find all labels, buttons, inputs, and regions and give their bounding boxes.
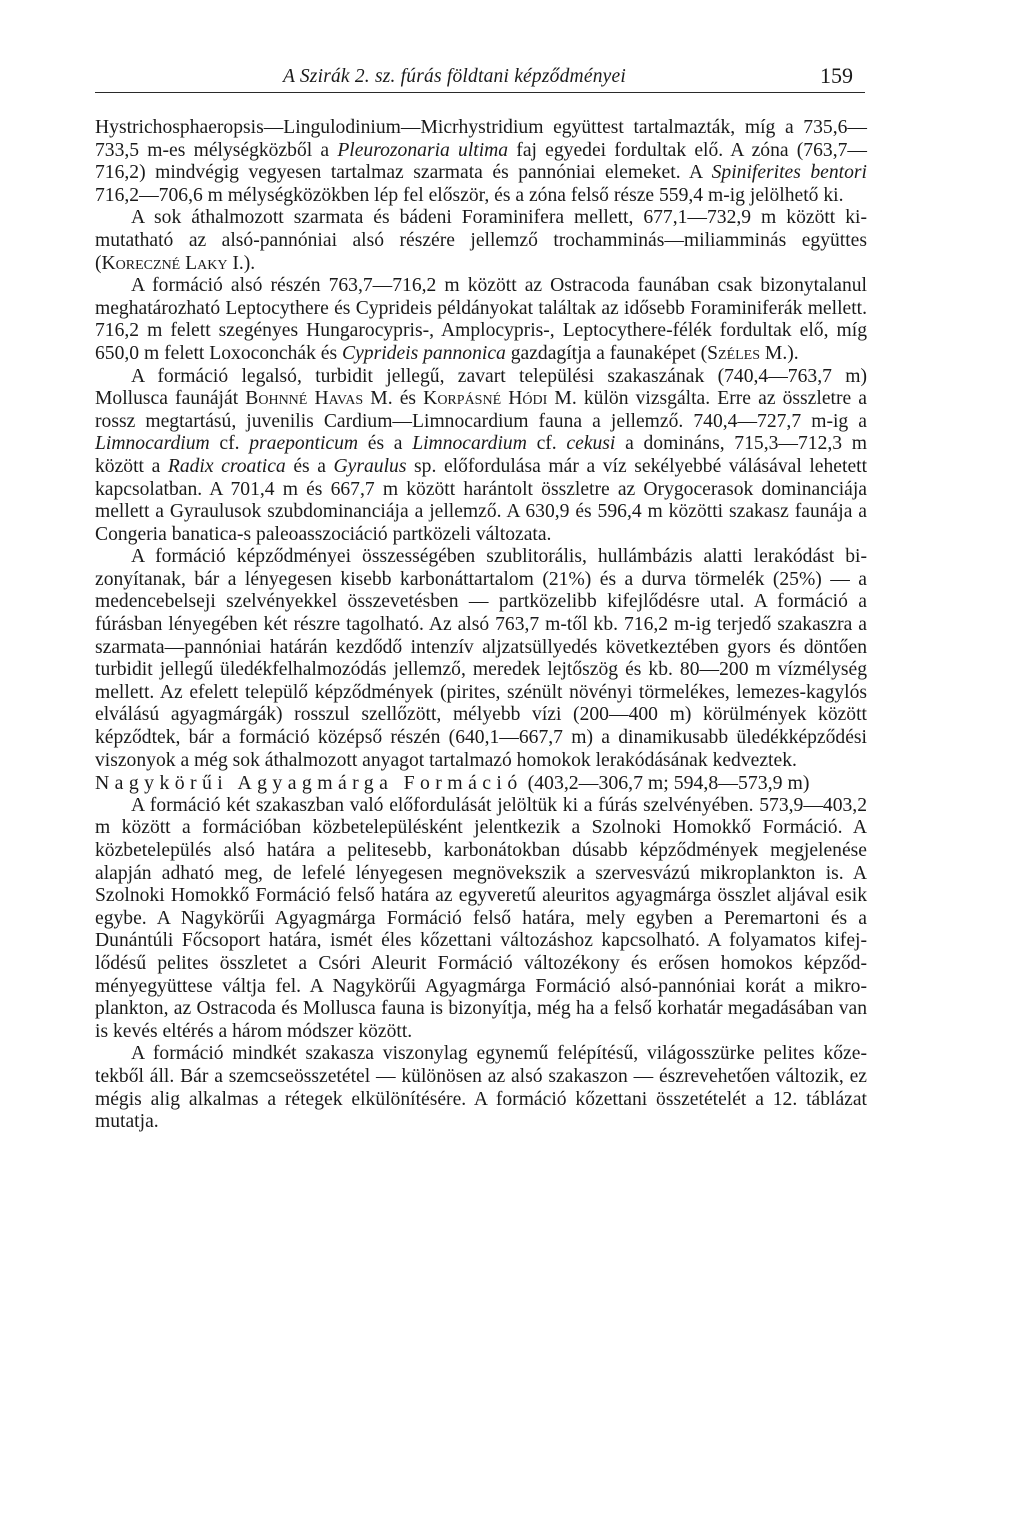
running-head (95, 62, 865, 93)
taxon-name: praeponticum (249, 433, 359, 455)
taxon-name: Spiniferites bentori (711, 162, 867, 184)
paragraph-7: A formáció mindkét szakasza viszonylag egynemű felépítésű, világosszürke pelites kőzetekből áll. Bár a szemcseösszetétel — különösen az alsó szakaszon — észrevehetően változik, ez mégis alig alkalmas a rétegek elkülönítésére. A formáció kőzettani összetételét a 12. táblázat mutatja. (95, 1043, 867, 1133)
taxon-name: Radix croatica (167, 455, 286, 477)
taxon-name: Cyprideis pannonica (342, 342, 506, 364)
taxon-name: cekusi (566, 433, 616, 455)
depth-range: (403,2—306,7 m; 594,8—573,9 m) (522, 772, 810, 795)
author-name: Korpásné Hódi (423, 388, 548, 410)
paragraph-6: A formáció két szakaszban való előfordulását jelöltük ki a fúrás szelvényében. 573,9—403,2 m között a formációban közbetelepülésként jelentkezik a Szolnoki Homokkő Formáció. A közbetelepülés alsó határa a pelitesebb, karbonátokban dúsabb képződmények megjelenése alapján adható meg, de lefelé lényegesen megnövekszik a szervesvázú mikroplankton is. A Szolnoki Homokkő Formáció felső határa az egyveretű aleuritos agyagmárga összlet aljával esik egybe. A Nagykörűi Agyagmárga Formáció felső határa, mely egyben a Peremartoni és a Dunántúli Főcsoport határa, ismét éles kőzettani változáshoz kapcsolható. A folyamatos kifejlődésű pelites összletet a Csóri Aleurit Formáció változékony és erősen homokos képződményegyüttese váltja fel. A Nagykörűi Agyagmárga Formáció alsó-pannóniai korát a mikroplankton, az Ostracoda és Mollusca fauna is bizonyítja, még ha a felső korhatár megadásában van is kevés eltérés a három módszer között. (95, 794, 867, 1042)
paragraph-5: A formáció képződményei összességében szublitorális, hullámbázis alatti lerakódást bizonyítanak, bár a lényegesen kisebb karbonáttartalom (21%) és a durva törmelék (25%) — a medencebelseji szelvényekkel összevetésben — partközelibb kifejlődésre utal. A formáció a fúrásban lényegében két részre tagolható. Az alsó 763,7 m-től kb. 716,2 m-ig terjedő szakaszra a szarmata—pannóniai határán kezdődő intenzív aljzatsüllyedés következtében gyors és döntően turbidit jellegű üledékfelhalmozódás jellemző, meredek lejtőszög és kb. 80—200 m vízmélység mellett. Az efelett települő képződmények (pirites, szénült növényi törmelékes, lemezes-kagylós elválású agyagmárgák) rosszul szellőzött, mélyebb vízi (200—400 m) körülmények között képződtek, bár a formáció középső részén (640,1—667,7 m) a dinamikusabb üledékképződési viszonyok a még sok áthalmozott anyagot tartalmazó homokok lerakódásának kedveztek. (95, 546, 867, 771)
author-name: Koreczné Laky (101, 252, 228, 274)
section-heading (95, 772, 867, 795)
author-name: Széles (707, 342, 761, 364)
taxon-name: Limnocardium (95, 433, 210, 455)
taxon-name: Limnocardium (412, 433, 527, 455)
page-number: 159 (820, 63, 853, 88)
running-head-title: A Szirák 2. sz. fúrás földtani képződményei (283, 66, 626, 87)
paragraph-2: A sok áthalmozott szarmata és bádeni Foraminifera mellett, 677,1—732,9 m között kimutatható az alsó-pannóniai alsó részére jellemző trochamminás—miliamminás együttes (Koreczné Laky I.). (95, 207, 867, 274)
author-name: Bohnné Havas (245, 388, 364, 410)
paragraph-1: Hystrichosphaeropsis—Lingulodinium—Micrhystridium együttest tartalmazták, míg a 735,6—733,5 m-es mélységközből a Pleurozonaria ultima faj egyedei fordultak elő. A zóna (763,7—716,2) mindvégig vegyesen tartalmaz szarmata és pannóniai elemeket. A Spiniferites bentori 716,2—706,6 m mélységközökben lép fel először, és a zóna felső része 559,4 m-ig jelölhető ki. (95, 117, 867, 206)
taxon-name: Pleurozonaria ultima (337, 139, 509, 161)
paragraph-3: A formáció alsó részén 763,7—716,2 m között az Ostracoda faunában csak bizonytalanul meghatározható Leptocythere és Cyprideis példányokat találtak az idősebb Foraminiferák mellett. 716,2 m felett szegényes Hungarocypris-, Amplocypris-, Leptocythere-félék fordultak elő, míg 650,0 m felett Loxoconchák és Cyprideis pannonica gazdagítja a faunaképet (Széles M.). (95, 275, 867, 364)
paragraph-4: A formáció legalsó, turbidit jellegű, zavart települési szakaszának (740,4—763,7 m) Mollusca faunáját Bohnné Havas M. és Korpásné Hódi M. külön vizsgálta. Erre az összletre a rossz megtartású, juvenilis Cardium—Limnocardium fauna a jellemző. 740,4—727,7 m-ig a Limnocardium cf. praeponticum és a Limnocardium cf. cekusi a domináns, 715,3—712,3 m között a Radix croatica és a Gyraulus sp. előfordulása már a víz sekélyebbé válásával lehetett kapcsolatban. A 701,4 m és 667,7 m között harántolt összletre az Orygocerasok dominanciája mellett a Gyraulusok szubdominanciája a jellemző. A 630,9 és 596,4 m közötti szakasz faunája a Congeria banatica-s paleoasszociáció partközeli változata. (95, 365, 868, 545)
taxon-name: Gyraulus (333, 455, 407, 477)
body-text (95, 117, 867, 1134)
formation-name: Nagykörűi Agyagmárga Formáció (95, 772, 523, 795)
